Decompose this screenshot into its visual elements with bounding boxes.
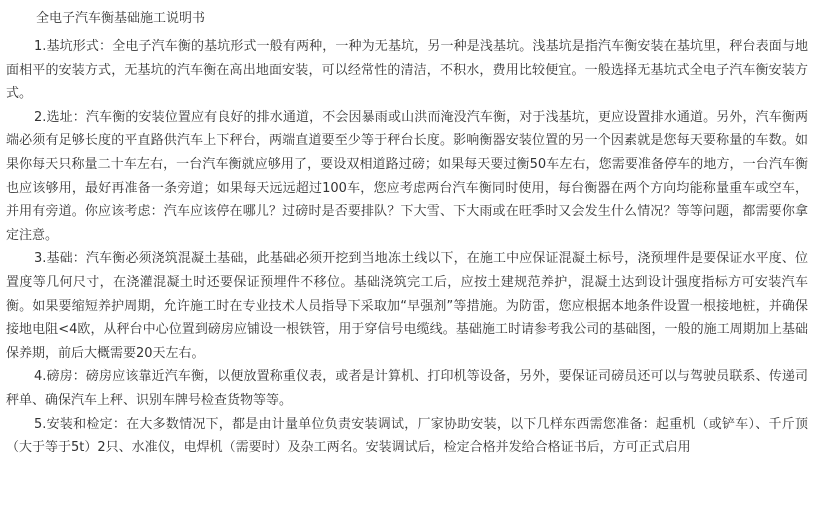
paragraph-foundation: 3.基础：汽车衡必须浇筑混凝土基础，此基础必须开挖到当地冻土线以下，在施工中应保证混凝土标号，浇预埋件是要保证水平度、位置度等几何尺寸，在浇灌混凝土时还要保证预埋件不移位。基础浇筑完工后，应按土建规范养护，混凝土达到设计强度指标方可安装汽车衡。如果要缩短养护周期，允许施工时在专业技术人员指导下采取加“早强剂”等措施。为防雷，您应根据本地条件设置一根接地桩，并确保接地电阻<4欧，从秤台中心位置到磅房应铺设一根铁管，用于穿信号电缆线。基础施工时请参考我公司的基础图，一般的施工周期加上基础保养期，前后大概需要20天左右。 bbox=[6, 251, 808, 361]
paragraph-pit-type: 1.基坑形式：全电子汽车衡的基坑形式一般有两种，一种为无基坑，另一种是浅基坑。浅基坑是指汽车衡安装在基坑里，秤台表面与地面相平的安装方式，无基坑的汽车衡在高出地面安装，可以经常性的清洁，不积水，费用比较便宜。一般选择无基坑式全电子汽车衡安装方式。 bbox=[6, 39, 808, 102]
paragraph-installation: 5.安装和检定：在大多数情况下，都是由计量单位负责安装调试，厂家协助安装，以下几样东西需您准备：起重机（或铲车）、千斤顶（大于等于5t）2只、水准仪，电焊机（需要时）及杂工两名。安装调试后，检定合格并发给合格证书后，方可正式启用 bbox=[6, 416, 808, 456]
paragraph-site-selection: 2.选址：汽车衡的安装位置应有良好的排水通道，不会因暴雨或山洪而淹没汽车衡，对于浅基坑，更应设置排水通道。另外，汽车衡两端必须有足够长度的平直路供汽车上下秤台，两端直道要至少等于秤台长度。影响衡器安装位置的另一个因素就是您每天要称量的车数。如果你每天只称量二十车左右，一台汽车衡就应够用了，要设双相道路过磅；如果每天要过衡50车左右，您需要准备停车的地方，一台汽车衡也应该够用，最好再准备一条旁道；如果每天远远超过100车，您应考虑两台汽车衡同时使用，每台衡器在两个方向均能称量重车或空车，并用有旁道。你应该考虑：汽车应该停在哪儿？过磅时是否要排队？下大雪、下大雨或在旺季时又会发生什么情况？等等问题，都需要你拿定注意。 bbox=[6, 109, 808, 243]
paragraph-weighing-room: 4.磅房：磅房应该靠近汽车衡，以便放置称重仪表，或者是计算机、打印机等设备，另外，要保证司磅员还可以与驾驶员联系、传递司秤单、确保汽车上秤、识别车牌号检查货物等等。 bbox=[6, 369, 808, 408]
document-title: 全电子汽车衡基础施工说明书 bbox=[36, 11, 206, 26]
